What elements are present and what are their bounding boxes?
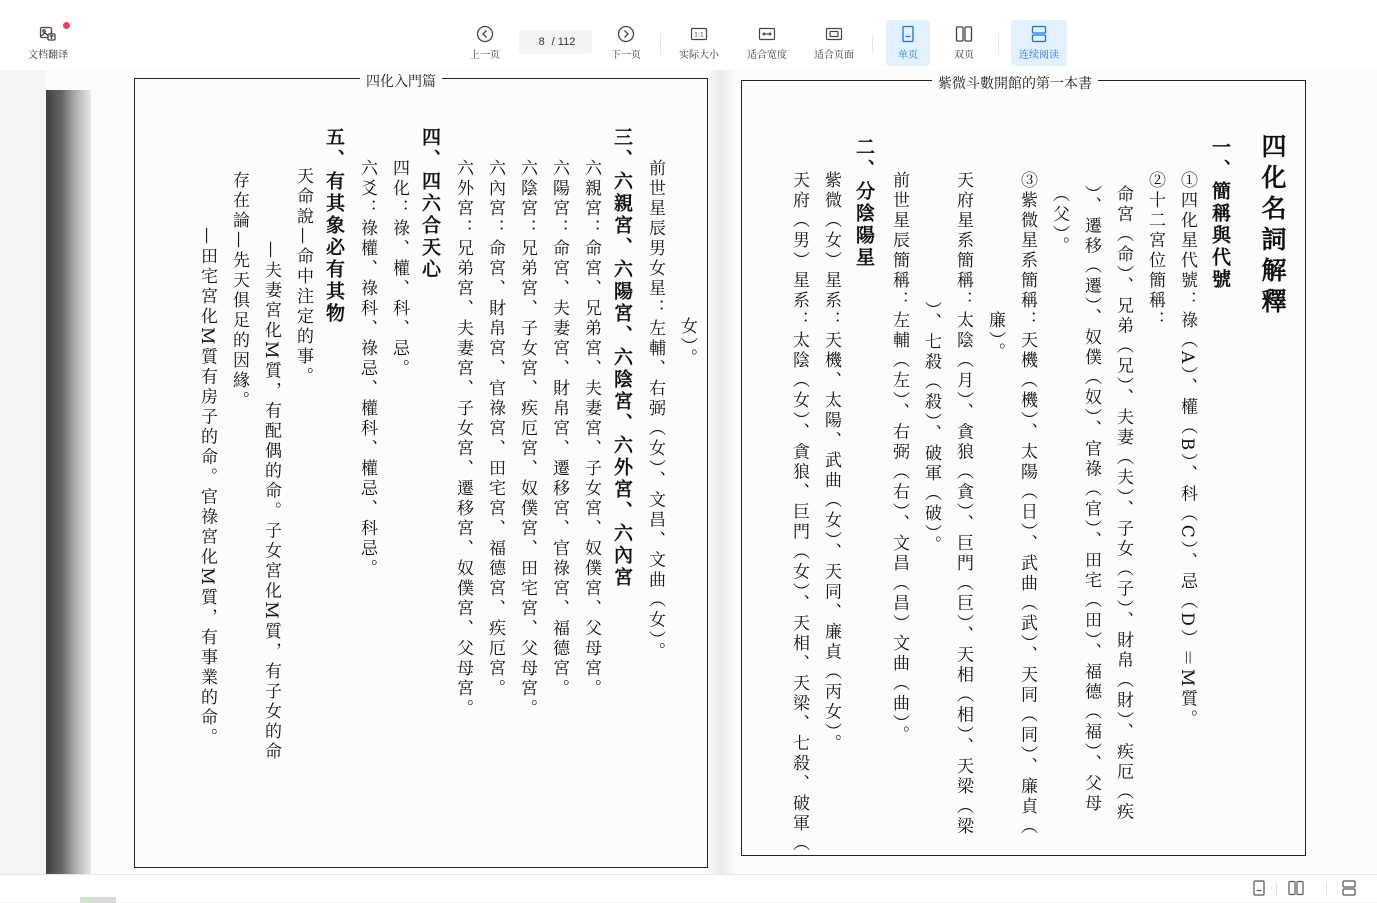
left-col-15: 存在論—先天俱足的因緣。	[229, 171, 249, 411]
left-heading-5: 五、有其象必有其物	[323, 127, 345, 325]
right-col-13: 紫微（女）星系：天機、太陽、武曲（女）、天同、廉貞（丙女）。	[821, 171, 841, 754]
actual-size-button[interactable]	[674, 20, 724, 66]
left-col-13: 天命說—命中注定的事。	[293, 167, 313, 387]
fit-page-label: 适合页面	[814, 50, 854, 61]
right-col-14: 天府（男）星系：太陰（女）、貪狼、巨門（女）、天相、天梁、七殺、破軍（	[789, 171, 809, 854]
toolbar-divider	[660, 34, 661, 54]
left-col-11: 六爻：祿權、祿科、祿忌、權科、權忌、科忌。	[357, 159, 377, 579]
right-page	[741, 76, 1306, 856]
left-col-7: 六內宮：命宮、財帛宮、官祿宮、田宅宮、福德宮、疾厄宮。	[485, 159, 505, 699]
fit-page-icon	[824, 24, 844, 44]
left-heading-3: 三、六親宮、六陽宮、六陰宮、六外宮、六內宮	[611, 127, 633, 589]
continuous-scroll-icon	[1029, 24, 1049, 44]
left-col-5: 六陽宮：命宮、夫妻宮、財帛宮、遷移宮、官祿宮、福德宮。	[549, 159, 569, 699]
left-col-2: 前世星辰男女星：左輔、右弼（女）、文昌、文曲（女）。	[645, 159, 665, 662]
chevron-left-circle-icon	[475, 24, 495, 44]
right-col-2: ①四化星代號：祿（A）、權（B）、科（C）、忌（D）＝M質。	[1177, 171, 1197, 730]
notification-dot	[63, 22, 70, 29]
right-col-3: ②十二宮位簡稱：	[1145, 171, 1165, 331]
status-double-page-button[interactable]	[1287, 879, 1309, 899]
prev-page-button[interactable]	[465, 20, 505, 66]
status-thumbnail	[80, 897, 116, 903]
single-page-button[interactable]	[886, 20, 930, 66]
translate-label: 文档翻译	[28, 50, 68, 61]
fit-width-button[interactable]	[741, 20, 793, 66]
status-divider	[1326, 883, 1327, 895]
svg-text:1:1: 1:1	[694, 31, 704, 39]
total-pages: / 112	[551, 36, 576, 48]
left-col-10: 四化：祿、權、科、忌。	[389, 159, 409, 379]
scan-edge-shadow	[46, 90, 91, 874]
left-col-8: 六外宮：兄弟宮、夫妻宮、子女宮、遷移宮、奴僕宮、父母宮。	[453, 159, 473, 719]
double-page-button[interactable]	[942, 20, 986, 66]
status-divider	[1276, 883, 1277, 895]
page-title: 四化名詞解釋	[1258, 133, 1287, 319]
book-gutter	[706, 70, 736, 874]
fit-page-button[interactable]	[808, 20, 860, 66]
page-indicator[interactable]	[519, 30, 592, 54]
right-col-7: ③紫微星系簡稱：天機（機）、太陽（日）、武曲（武）、天同（同）、廉貞（	[1017, 171, 1037, 837]
fit-width-icon	[757, 24, 777, 44]
status-bar	[0, 874, 1377, 902]
status-single-page-button[interactable]	[1250, 879, 1272, 899]
document-translate-button[interactable]	[20, 20, 76, 66]
current-page-input[interactable]: 8	[538, 36, 545, 48]
double-page-icon	[1287, 879, 1305, 897]
left-heading-4: 四、四六合天心	[419, 127, 441, 281]
continuous-scroll-icon	[1340, 879, 1358, 897]
next-page-button[interactable]	[606, 20, 646, 66]
right-col-4: 命宮（命）、兄弟（兄）、夫妻（夫）、子女（子）、財帛（財）、疾厄（疾	[1113, 185, 1133, 823]
toolbar-divider	[998, 34, 999, 54]
continuous-reading-label: 连续阅读	[1019, 50, 1059, 61]
toolbar-divider	[872, 34, 873, 54]
scanned-page-spread	[46, 70, 1377, 874]
right-running-head: 紫微斗數開館的第一本書	[932, 73, 1098, 93]
left-col-14: —夫妻宮化M質，有配偶的命。子女宮化M質，有子女的命	[261, 241, 281, 762]
left-running-head: 四化入門篇	[360, 71, 442, 91]
chevron-right-circle-icon	[616, 24, 636, 44]
actual-size-icon	[689, 24, 709, 44]
toolbar	[0, 0, 1377, 70]
document-viewer[interactable]	[0, 70, 1377, 874]
status-continuous-button[interactable]	[1340, 879, 1362, 899]
single-page-icon	[1250, 879, 1268, 897]
left-col-4: 六親宮：命宮、兄弟宮、夫妻宮、子女宮、奴僕宮、父母宮。	[581, 159, 601, 699]
fit-width-label: 适合宽度	[747, 50, 787, 61]
translate-icon	[38, 24, 58, 44]
double-page-icon	[954, 24, 974, 44]
right-col-5: ）、遷移（遷）、奴僕（奴）、官祿（官）、田宅（田）、福德（福）、父母	[1081, 185, 1101, 814]
right-col-9: 天府星系簡稱：太陰（月）、貪狼（貪）、巨門（巨）、天相（相）、天梁（梁	[953, 171, 973, 837]
next-page-label: 下一页	[611, 50, 641, 61]
actual-size-label: 实际大小	[679, 50, 719, 61]
left-col-16: —田宅宮化M質有房子的命。官祿宮化M質，有事業的命。	[197, 227, 217, 748]
right-heading-2: 二、分陰陽星	[853, 137, 875, 269]
right-heading-1: 一、簡稱與代號	[1209, 137, 1231, 291]
prev-page-label: 上一页	[470, 50, 500, 61]
right-col-10: ）、七殺（殺）、破軍（破）。	[921, 301, 941, 556]
right-col-6: （父）。	[1049, 185, 1069, 257]
single-page-label: 单页	[898, 50, 918, 61]
right-col-11: 前世星辰簡稱：左輔（左）、右弼（右）、文昌（昌）文曲（曲）。	[889, 171, 909, 746]
left-col-6: 六陰宮：兄弟宮、子女宮、疾厄宮、奴僕宮、田宅宮、父母宮。	[517, 159, 537, 719]
left-col-1: 女）。	[677, 317, 697, 369]
right-col-8: 廉）。	[985, 311, 1005, 363]
single-page-icon	[898, 24, 918, 44]
left-page	[134, 74, 708, 868]
continuous-reading-button[interactable]	[1011, 20, 1067, 66]
double-page-label: 双页	[954, 50, 974, 61]
